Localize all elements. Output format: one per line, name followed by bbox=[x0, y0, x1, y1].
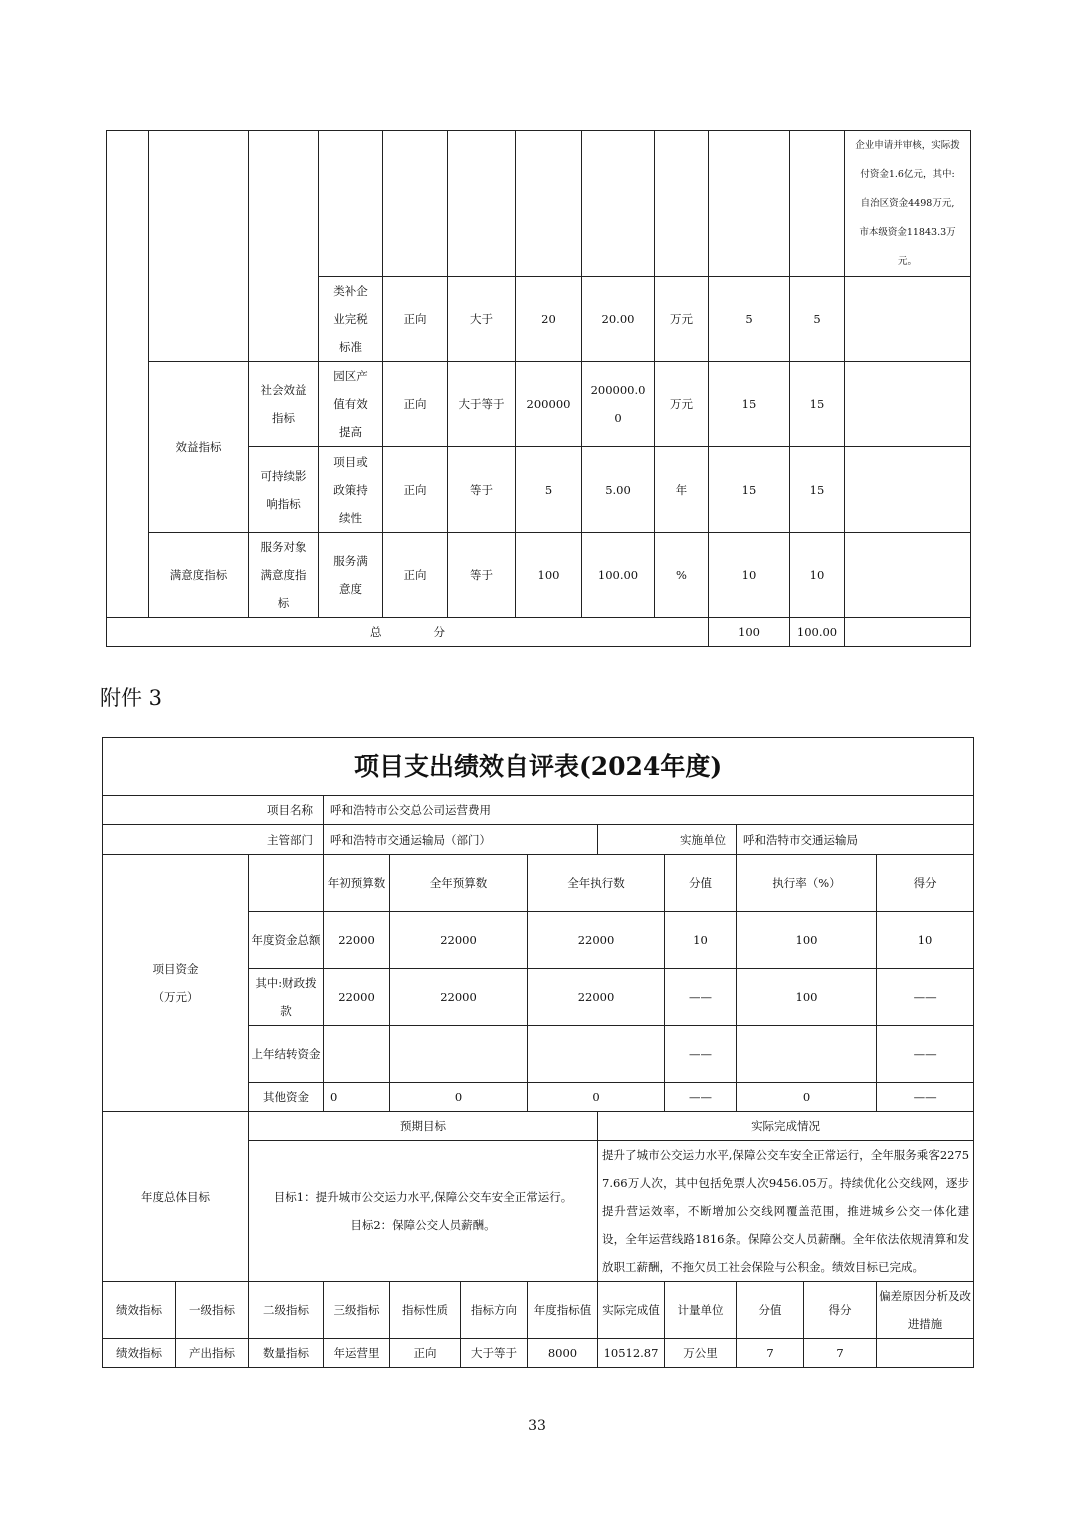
table-row: 上年结转资金 —— —— bbox=[103, 1026, 974, 1083]
annual-goal-label: 年度总体目标 bbox=[103, 1112, 249, 1282]
table-row: 其他资金 0 0 0 —— 0 —— bbox=[103, 1083, 974, 1112]
table-row: 年度资金总额 22000 22000 22000 10 100 10 bbox=[103, 912, 974, 969]
table-row: 其中:财政拨款 22000 22000 22000 —— 100 —— bbox=[103, 969, 974, 1026]
form-title: 项目支出绩效自评表(2024年度) bbox=[103, 738, 974, 796]
page-number: 33 bbox=[528, 1418, 546, 1434]
project-name-label: 项目名称 bbox=[103, 796, 324, 825]
table-row: 满意度指标 服务对象 满意度指 标 服务满 意度 正向 等于 100 100.00 % 10 10 bbox=[107, 533, 971, 618]
dept-value: 呼和浩特市交通运输局（部门） bbox=[324, 825, 598, 855]
top-performance-table bbox=[106, 130, 971, 647]
funds-label: 项目资金 （万元） bbox=[103, 855, 249, 1112]
table-row: 效益指标 社会效益 指标 园区产 值有效 提高 正向 大于等于 200000 200000.0 0 万元 15 15 bbox=[107, 362, 971, 447]
table-row: 绩效指标 产出指标 数量指标 年运营里 正向 大于等于 8000 10512.87 万公里 7 7 bbox=[103, 1339, 974, 1368]
self-evaluation-form: 项目支出绩效自评表(2024年度) 项目名称 呼和浩特市公交总公司运营费用 主管部门 呼和浩特市交通运输局（部门） 实施单位 呼和浩特市交通运输局 项目资金 （万元） 年初预算数 全年预算数 全年执行数 分值 执行率（%） 得分 年度资金总额 22000 22000 22000 10 100 10 其中:财政拨款 22000 22000 22000 —— 100 —— 上年结转资金 —— —— 其他资金 0 0 0 —— 0 —— 年度总体目标 预期目标 实际完成情况 目标1：提升城市公交运力水平,保障公交车安全正常运行。 目标2：保障公交人员薪酬。 提升了城市公交运力水平,保障公交车安全正常运行，全年服务乘客22757.66万人次，其中包括免票人次9456.05万。持续优化公交线网，逐步提升营运效率，不断增加公交线网覆盖范围，推进城乡公交一体化建设，全年运营线路1816条。保障公交人员薪酬。全年依法依规清算和发放职工薪酬，不拖欠员工社会保险与公积金。绩效目标已完成。 绩效指标 一级指标 二级指标 三级指标 指标性质 指标方向 年度指标值 实际完成值 计量单位 分值 得分 偏差原因分析及改进措施 绩效指标 产出指标 数量指标 年运营里 正向 大于等于 8000 10512.87 万公里 7 7 bbox=[102, 737, 974, 1368]
impl-value: 呼和浩特市交通运输局 bbox=[737, 825, 974, 855]
impl-label: 实施单位 bbox=[598, 825, 737, 855]
actual-completion: 提升了城市公交运力水平,保障公交车安全正常运行，全年服务乘客22757.66万人次，其中包括免票人次9456.05万。持续优化公交线网，逐步提升营运效率，不断增加公交线网覆盖范围，推进城乡公交一体化建设，全年运营线路1816条。保障公交人员薪酬。全年依法依规清算和发放职工薪酬，不拖欠员工社会保险与公积金。绩效目标已完成。 bbox=[598, 1141, 974, 1282]
table-row: 可持续影 响指标 项目或 政策持 续性 正向 等于 5 5.00 年 15 15 bbox=[107, 447, 971, 533]
attachment-label: 附件 3 bbox=[100, 686, 163, 710]
project-name: 呼和浩特市公交总公司运营费用 bbox=[324, 796, 974, 825]
dept-label: 主管部门 bbox=[103, 825, 324, 855]
total-row: 总 分 100 100.00 bbox=[107, 618, 971, 647]
note-cell: 企业申请并审核，实际拨 付资金1.6亿元，其中: 自治区资金4498万元, 市本级资金11843.3万 元。 bbox=[845, 131, 971, 277]
perf-header-row: 绩效指标 一级指标 二级指标 三级指标 指标性质 指标方向 年度指标值 实际完成值 计量单位 分值 得分 偏差原因分析及改进措施 bbox=[103, 1282, 974, 1339]
expected-goals: 目标1：提升城市公交运力水平,保障公交车安全正常运行。 目标2：保障公交人员薪酬。 bbox=[249, 1141, 598, 1282]
table-row: 类补企 业完税 标准 正向 大于 20 20.00 万元 5 5 bbox=[107, 277, 971, 362]
